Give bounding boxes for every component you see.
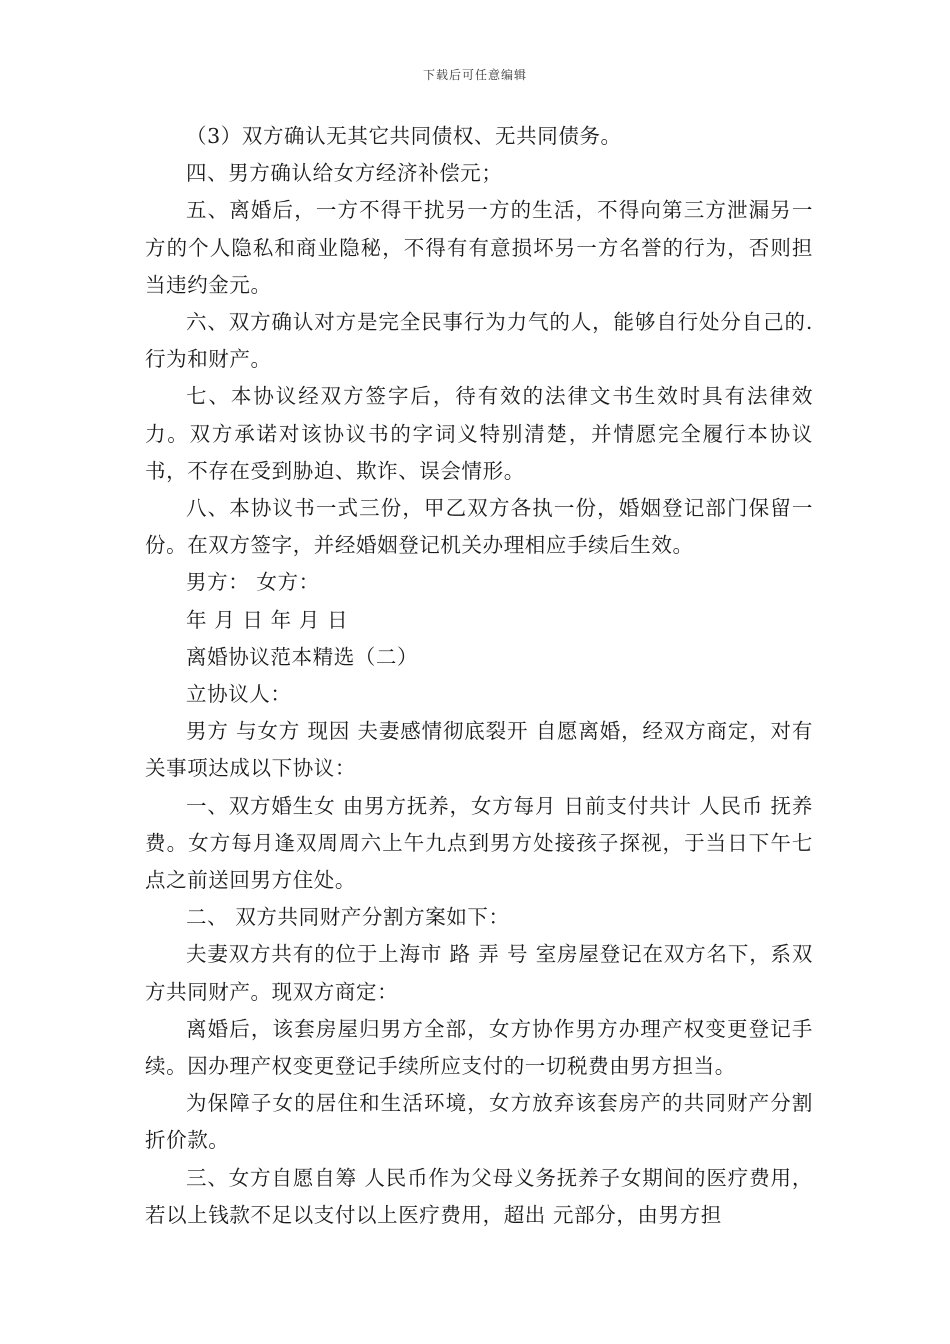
paragraph: 五、离婚后，一方不得干扰另一方的生活，不得向第三方泄漏另一方的个人隐私和商业隐秘，不得有有意损坏另一方名誉的行为，否则担当违约金元。 bbox=[145, 198, 813, 297]
date-line: 年 月 日 年 月 日 bbox=[186, 607, 349, 632]
section-title: 离婚协议范本精选（二） bbox=[186, 644, 419, 669]
paragraph: 四、男方确认给女方经济补偿元； bbox=[186, 161, 503, 186]
parties-label: 立协议人： bbox=[186, 682, 292, 707]
paragraph: 三、女方自愿自筹 人民币作为父母义务抚养子女期间的医疗费用，若以上钱款不足以支付以上医疗费用，超出 元部分，由男方担 bbox=[145, 1165, 813, 1227]
paragraph: 二、 双方共同财产分割方案如下： bbox=[186, 905, 510, 930]
paragraph: 六、双方确认对方是完全民事行为力气的人，能够自行处分自己的.行为和财产。 bbox=[145, 310, 813, 372]
paragraph: 七、本协议经双方签字后，待有效的法律文书生效时具有法律效力。双方承诺对该协议书的字词义特别清楚，并情愿完全履行本协议书，不存在受到胁迫、欺诈、误会情形。 bbox=[145, 384, 813, 483]
page-header: 下载后可任意编辑 bbox=[422, 68, 527, 82]
paragraph: 一、双方婚生女 由男方抚养，女方每月 日前支付共计 人民币 抚养费。女方每月逢双周周六上午九点到男方处接孩子探视，于当日下午七点之前送回男方住处。 bbox=[145, 793, 813, 893]
paragraph: 夫妻双方共有的位于上海市 路 弄 号 室房屋登记在双方名下，系双方共同财产。现双方商定： bbox=[145, 942, 813, 1004]
paragraph: 男方 与女方 现因 夫妻感情彻底裂开 自愿离婚，经双方商定，对有关事项达成以下协议： bbox=[145, 719, 813, 781]
paragraph: 为保障子女的居住和生活环境，女方放弃该套房产的共同财产分割折价款。 bbox=[145, 1091, 813, 1153]
document-body bbox=[145, 118, 813, 1234]
paragraph: 离婚后，该套房屋归男方全部，女方协作男方办理产权变更登记手续。因办理产权变更登记手续所应支付的一切税费由男方担当。 bbox=[145, 1016, 813, 1079]
signature-line: 男方： 女方： bbox=[186, 570, 320, 595]
paragraph: 八、本协议书一式三份，甲乙双方各执一份，婚姻登记部门保留一份。在双方签字，并经婚姻登记机关办理相应手续后生效。 bbox=[145, 496, 813, 558]
paragraph: （3）双方确认无其它共同债权、无共同债务。 bbox=[186, 124, 622, 148]
